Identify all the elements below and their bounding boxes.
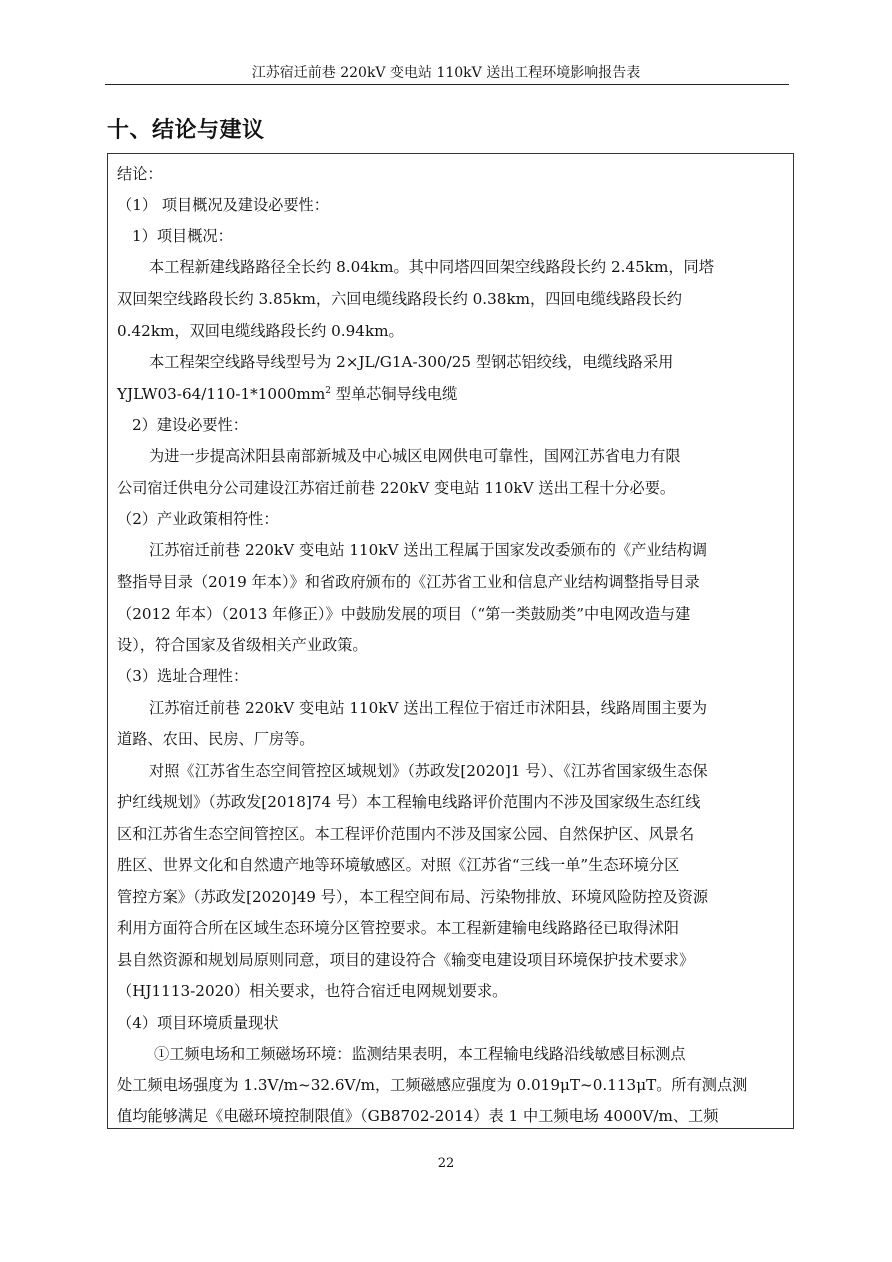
text-line: （1） 项目概况及建设必要性：: [117, 196, 329, 214]
text-line: 2）建设必要性：: [132, 416, 248, 434]
text-line: （3）选址合理性：: [117, 667, 249, 685]
text-line: 县自然资源和规划局原则同意，项目的建设符合《输变电建设项目环境保护技术要求》: [117, 951, 695, 969]
text-line: 1）项目概况：: [132, 227, 233, 245]
text-line: 整指导目录（2019 年本）》和省政府颁布的《江苏省工业和信息产业结构调整指导目录: [117, 573, 700, 591]
section-title: 十、结论与建议: [107, 117, 265, 143]
text-line: 设），符合国家及省级相关产业政策。: [117, 636, 368, 654]
text-line: （2012 年本）（2013 年修正）》中鼓励发展的项目（“第一类鼓励类”中电网改造与建: [117, 605, 691, 623]
text-line: 公司宿迁供电分公司建设江苏宿迁前巷 220kV 变电站 110kV 送出工程十分必要。: [117, 479, 676, 497]
text-line: 护红线规划》（苏政发[2018]74 号）本工程输电线路评价范围内不涉及国家级生态红线: [117, 793, 701, 811]
text-line: 值均能够满足《电磁环境控制限值》（GB8702-2014）表 1 中工频电场 4000V/m、工频: [117, 1107, 719, 1125]
text-line: 双回架空线路段长约 3.85km，六回电缆线路段长约 0.38km，四回电缆线路段长约: [117, 290, 682, 308]
superscript: 2: [325, 386, 331, 396]
header-rule: [105, 84, 789, 85]
text-line: 0.42km，双回电缆线路段长约 0.94km。: [117, 322, 404, 340]
text-line: （4）项目环境质量现状: [117, 1014, 279, 1032]
text-line: （2）产业政策相符性：: [117, 510, 279, 528]
text-line: [117, 384, 457, 404]
text-line: 江苏宿迁前巷 220kV 变电站 110kV 送出工程位于宿迁市沭阳县，线路周围主要为: [149, 699, 708, 717]
text-line: 江苏宿迁前巷 220kV 变电站 110kV 送出工程属于国家发改委颁布的《产业结构调: [149, 541, 708, 559]
text-line: 道路、农田、民房、厂房等。: [117, 730, 315, 748]
text-line: 胜区、世界文化和自然遗产地等环境敏感区。对照《江苏省“三线一单”生态环境分区: [117, 856, 680, 874]
text-line: 利用方面符合所在区域生态环境分区管控要求。本工程新建输电线路路径已取得沭阳: [117, 919, 679, 937]
cable-model: YJLW03-64/110-1*1000mm: [117, 385, 326, 403]
text-line: （HJ1113-2020）相关要求，也符合宿迁电网规划要求。: [117, 982, 508, 1000]
text-line: 本工程新建线路路径全长约 8.04km。其中同塔四回架空线路段长约 2.45km，同塔: [149, 258, 714, 276]
text-line: 为进一步提高沭阳县南部新城及中心城区电网供电可靠性，国网江苏省电力有限: [149, 447, 681, 465]
text-line: 本工程架空线路导线型号为 2×JL/G1A-300/25 型钢芯铝绞线，电缆线路采用: [149, 353, 674, 371]
cable-desc: 型单芯铜导线电缆: [335, 385, 458, 403]
text-line: 处工频电场强度为 1.3V/m~32.6V/m，工频磁感应强度为 0.019μT~0.113μT。所有测点测: [117, 1076, 748, 1094]
text-line: 对照《江苏省生态空间管控区域规划》（苏政发[2020]1 号）、《江苏省国家级生态保: [149, 762, 708, 780]
text-line: ①工频电场和工频磁场环境：监测结果表明，本工程输电线路沿线敏感目标测点: [154, 1045, 686, 1063]
text-line: 区和江苏省生态空间管控区。本工程评价范围内不涉及国家公园、自然保护区、风景名: [117, 825, 695, 843]
text-line: 管控方案》（苏政发[2020]49 号），本工程空间布局、污染物排放、环境风险防控及资源: [117, 888, 709, 906]
page-header: 江苏宿迁前巷 220kV 变电站 110kV 送出工程环境影响报告表: [251, 65, 641, 81]
text-line: 结论：: [117, 165, 163, 183]
page-number: 22: [437, 1156, 455, 1171]
